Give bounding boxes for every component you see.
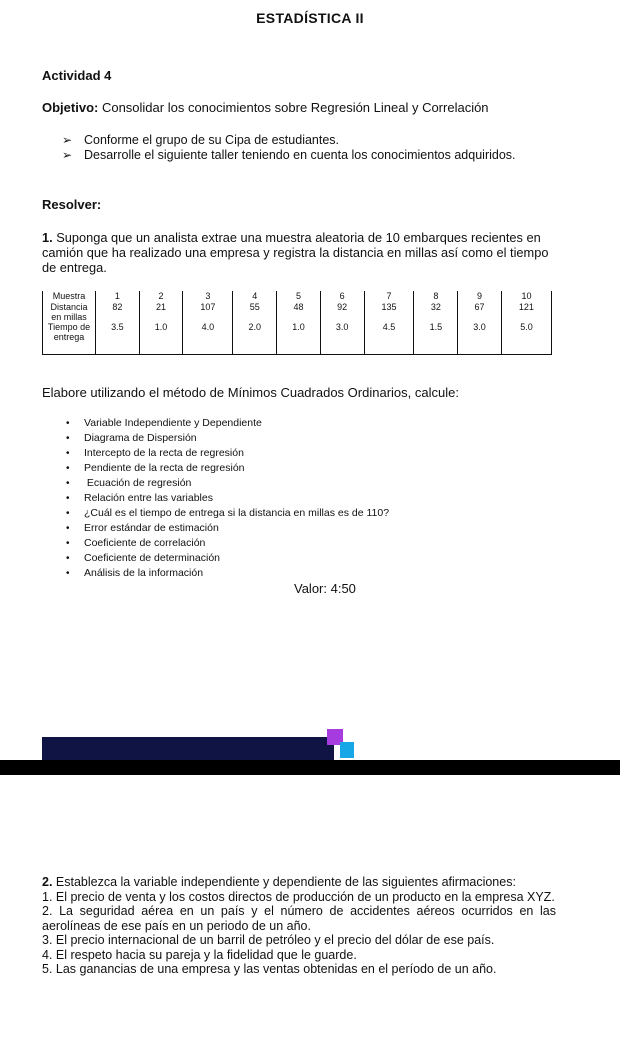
table-cell: 55 [233, 302, 277, 322]
list-item: • Coeficiente de correlación [66, 537, 206, 549]
table-cell: 2 [139, 291, 183, 302]
table-cell: 3.0 [458, 322, 502, 354]
footer-navy-bar [42, 737, 334, 760]
table-cell: 5 [277, 291, 321, 302]
table-cell: 82 [96, 302, 140, 322]
table-cell: 5.0 [501, 322, 551, 354]
bullet-icon: • [66, 448, 70, 459]
row-label: Tiempo de entrega [43, 322, 96, 354]
bullet-icon: • [66, 553, 70, 564]
row-label: Distancia en millas [43, 302, 96, 322]
objective [42, 100, 582, 115]
bullet-icon: • [66, 508, 70, 519]
footer-cyan-square [340, 742, 354, 758]
point-value: Valor: 4:50 [294, 581, 356, 596]
arrow-bullet-icon: ➢ [62, 148, 73, 162]
table-cell: 107 [183, 302, 233, 322]
problem1-text: Suponga que un analista extrae una muestra aleatoria de 10 embarques recientes en camión que ha realizado una empresa y registra la distancia en millas así como el tiempo de entrega. [42, 230, 549, 275]
table-cell: 4.5 [364, 322, 414, 354]
statement-item: 3. El precio internacional de un barril de petróleo y el precio del dólar de ese país. [42, 933, 495, 947]
bullet-icon: • [66, 433, 70, 444]
table-cell: 3.5 [96, 322, 140, 354]
table-cell: 135 [364, 302, 414, 322]
bullet-icon: • [66, 493, 70, 504]
table-cell: 2.0 [233, 322, 277, 354]
list-item: • Relación entre las variables [66, 492, 213, 504]
table-cell: 8 [414, 291, 458, 302]
problem2-section [42, 875, 556, 977]
shipments-table [42, 291, 552, 355]
list-item: • Variable Independiente y Dependiente [66, 417, 262, 429]
statement-item: 5. Las ganancias de una empresa y las ventas obtenidas en el período de un año. [42, 962, 497, 976]
list-item: • Intercepto de la recta de regresión [66, 447, 244, 459]
list-item: • ¿Cuál es el tiempo de entrega si la distancia en millas es de 110? [66, 507, 390, 519]
table-cell: 9 [458, 291, 502, 302]
list-item: • Error estándar de estimación [66, 522, 219, 534]
activity-heading: Actividad 4 [42, 68, 112, 83]
page-separator-bar [0, 760, 620, 775]
table-cell: 10 [501, 291, 551, 302]
table-cell: 3.0 [320, 322, 364, 354]
problem1-number: 1. [42, 230, 53, 245]
bullet-icon: • [66, 418, 70, 429]
objective-text: Consolidar los conocimientos sobre Regresión Lineal y Correlación [98, 100, 489, 115]
table-cell: 21 [139, 302, 183, 322]
instruction-item: ➢ Conforme el grupo de su Cipa de estudiantes. [62, 133, 340, 147]
table-cell: 4 [233, 291, 277, 302]
instruction-list [62, 133, 522, 163]
list-item: • Coeficiente de determinación [66, 552, 220, 564]
objective-label: Objetivo: [42, 100, 99, 115]
statement-item: 1. El precio de venta y los costos directos de producción de un producto en la empresa XYZ. [42, 889, 555, 904]
table-cell: 121 [501, 302, 551, 322]
statement-item: 2. La seguridad aérea en un país y el número de accidentes aéreos ocurridos en las aerolíneas de ese país en un periodo de un año. [42, 904, 556, 933]
statement-item: 4. El respeto hacia su pareja y la fidelidad que le guarde. [42, 947, 357, 962]
table-cell: 1.0 [139, 322, 183, 354]
calc-list [64, 416, 484, 581]
bullet-icon: • [66, 478, 70, 489]
table-row-muestra [43, 291, 552, 302]
table-cell: 1.0 [277, 322, 321, 354]
table-cell: 92 [320, 302, 364, 322]
resolver-heading: Resolver: [42, 197, 102, 212]
arrow-bullet-icon: ➢ [62, 133, 73, 147]
list-item: • Diagrama de Dispersión [66, 432, 197, 444]
bullet-icon: • [66, 538, 70, 549]
bullet-icon: • [66, 463, 70, 474]
list-item: • Ecuación de regresión [66, 477, 192, 489]
list-item: • Pendiente de la recta de regresión [66, 462, 245, 474]
instruction-item: ➢ Desarrolle el siguiente taller teniendo en cuenta los conocimientos adquiridos. [62, 148, 516, 162]
table-cell: 6 [320, 291, 364, 302]
table-cell: 4.0 [183, 322, 233, 354]
bullet-icon: • [66, 568, 70, 579]
table-cell: 67 [458, 302, 502, 322]
table-cell: 1 [96, 291, 140, 302]
problem2-number: 2. [42, 875, 53, 889]
row-label: Muestra [43, 291, 96, 302]
table-row-tiempo [43, 322, 552, 354]
problem1-statement [42, 230, 560, 275]
list-item: • Análisis de la información [66, 567, 204, 579]
bullet-icon: • [66, 523, 70, 534]
method-instruction: Elabore utilizando el método de Mínimos Cuadrados Ordinarios, calcule: [42, 385, 459, 400]
table-cell: 1.5 [414, 322, 458, 354]
table-cell: 48 [277, 302, 321, 322]
document-title: ESTADÍSTICA II [256, 10, 364, 26]
table-cell: 3 [183, 291, 233, 302]
table-row-distancia [43, 302, 552, 322]
table-cell: 32 [414, 302, 458, 322]
problem2-intro: 2. Establezca la variable independiente y dependiente de las siguientes afirmaciones: [42, 875, 516, 889]
table-cell: 7 [364, 291, 414, 302]
